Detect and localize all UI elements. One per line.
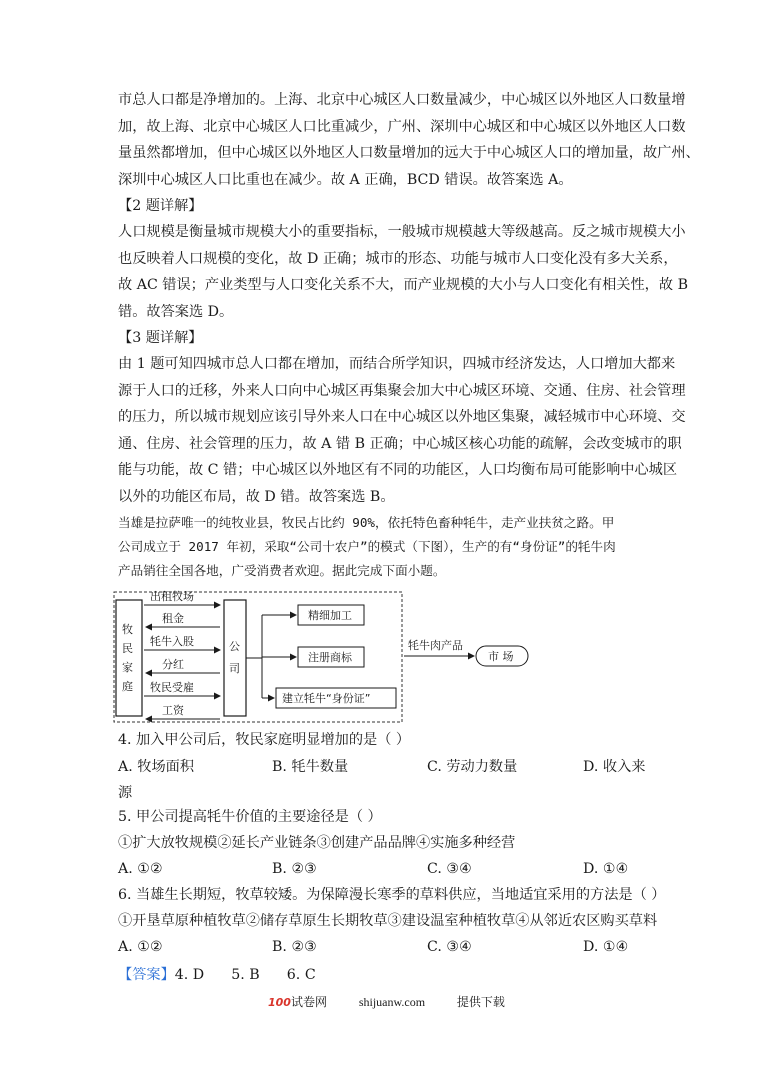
- flow-label-wage: 工资: [162, 704, 184, 717]
- herder-family-box: [116, 600, 142, 716]
- company-farmer-diagram: [112, 590, 532, 725]
- market-label: 市 场: [488, 650, 514, 663]
- answer-line: [118, 962, 316, 988]
- q5-option-d: D. ①④: [583, 861, 629, 877]
- answer-tag: 【答案】: [118, 967, 175, 983]
- q6-option-a: A. ①②: [118, 939, 163, 955]
- process-label: 精细加工: [308, 609, 352, 622]
- text-line: 产品销往全国各地，广受消费者欢迎。据此完成下面小题。: [118, 563, 446, 578]
- passage-intro: [118, 511, 650, 583]
- text-line: 也反映着人口规模的变化，故 D 正确；城市的形态、功能与城市人口变化没有多大关系，: [118, 250, 678, 267]
- text-line: 当雄是拉萨唯一的纯牧业县，牧民占比约 90%，依托特色畜种牦牛，走产业扶贫之路。甲: [118, 515, 615, 530]
- herder-family-char: 家: [122, 661, 133, 674]
- q4-option-c: C. 劳动力数量: [427, 759, 518, 775]
- flow-label-hired: 牧民受雇: [150, 681, 194, 694]
- paragraph-q3-explanation: [118, 351, 686, 510]
- question-5-stem: 5. 甲公司提高牦牛价值的主要途径是（ ）: [118, 809, 382, 825]
- text-line: 深圳中心城区人口比重也在减少。故 A 正确，BCD 错误。故答案选 A。: [118, 171, 573, 188]
- text-line: 人口规模是衡量城市规模大小的重要指标，一般城市规模越大等级越高。反之城市规模大小: [118, 224, 686, 240]
- text-line: 公司成立于 2017 年初，采取“公司十农户”的模式（下图），生产的有“身份证”的牦牛肉: [118, 539, 616, 554]
- herder-family-char: 牧: [122, 623, 133, 636]
- paragraph-q1-explanation: [118, 87, 700, 193]
- q5-option-c: C. ③④: [427, 861, 472, 877]
- flow-label-yak-share: 牦牛入股: [150, 635, 194, 648]
- q5-option-b: B. ②③: [272, 861, 317, 877]
- text-line: 源于人口的迁移，外来人口向中心城区再集聚会加大中心城区环境、交通、住房、社会管理: [118, 382, 686, 399]
- q5-option-a: A. ①②: [118, 861, 163, 877]
- herder-family-char: 民: [122, 642, 133, 655]
- q4-option-a: A. 牧场面积: [118, 759, 195, 775]
- text-line: 量虽然都增加，但中心城区以外地区人口数量增加的远大于中心城区人口的增加量，故广州、: [118, 145, 700, 161]
- product-label: 牦牛肉产品: [408, 639, 463, 652]
- page-footer: [268, 993, 505, 1010]
- q6-option-b: B. ②③: [272, 939, 317, 955]
- q6-option-c: C. ③④: [427, 939, 472, 955]
- q4-option-d-wrap: 源: [118, 785, 133, 801]
- download-note: 提供下载: [456, 995, 505, 1009]
- flow-label-rent-pasture: 出租牧场: [150, 590, 194, 603]
- text-line: 的压力，所以城市规划应该引导外来人口在中心城区以外地区集聚，减轻城市中心环境、交: [118, 409, 686, 425]
- question-4-stem: 4. 加入甲公司后，牧民家庭明显增加的是（ ）: [118, 732, 411, 748]
- question-6-items: ①开垦草原种植牧草②储存草原生长期牧草③建设温室种植牧草④从邻近农区购买草料: [118, 913, 658, 929]
- text-line: 故 AC 错误；产业类型与人口变化关系不大，而产业规模的大小与人口变化有相关性，故 B: [118, 277, 688, 293]
- text-line: 通、住房、社会管理的压力，故 A 错 B 正确；中心城区核心功能的疏解，会改变城市的职: [118, 435, 682, 452]
- answer-text: 4. D 5. B 6. C: [174, 967, 316, 983]
- site-logo-text: 试卷网: [290, 995, 327, 1009]
- section-header-q3: 【3 题详解】: [118, 330, 203, 346]
- q4-option-b: B. 牦牛数量: [272, 759, 349, 775]
- text-line: 能与功能，故 C 错；中心城区以外地区有不同的功能区，人口均衡布局可能影响中心城区: [118, 462, 678, 478]
- site-url: shijuanw.com: [358, 995, 426, 1009]
- paragraph-q2-explanation: [118, 219, 688, 325]
- flow-label-dividend: 分红: [162, 658, 184, 671]
- company-char: 司: [229, 662, 240, 675]
- herder-family-char: 庭: [122, 680, 133, 693]
- text-line: 加，故上海、北京中心城区人口比重减少，广州、深圳中心城区和中心城区以外地区人口数: [118, 118, 686, 135]
- text-line: 错。故答案选 D。: [118, 303, 234, 320]
- company-box: [224, 600, 246, 716]
- company-char: 公: [229, 640, 240, 653]
- text-line: 市总人口都是净增加的。上海、北京中心城区人口数量减少，中心城区以外地区人口数量增: [118, 92, 686, 108]
- section-header-q2: 【2 题详解】: [118, 198, 203, 214]
- text-line: 以外的功能区布局，故 D 错。故答案选 B。: [118, 488, 395, 505]
- site-logo: 100: [268, 996, 291, 1009]
- question-6-stem: 6. 当雄生长期短，牧草较矮。为保障漫长寒季的草料供应，当地适宜采用的方法是（ ）: [118, 887, 666, 903]
- process-label: 注册商标: [308, 651, 352, 664]
- text-line: 由 1 题可知四城市总人口都在增加，而结合所学知识，四城市经济发达，人口增加大都来: [118, 356, 676, 372]
- question-5-items: ①扩大放牧规模②延长产业链条③创建产品品牌④实施多种经营: [118, 835, 516, 851]
- flow-label-rent: 租金: [162, 612, 184, 625]
- q6-option-d: D. ①④: [583, 939, 629, 955]
- process-label: 建立牦牛“身份证”: [282, 692, 371, 705]
- q4-option-d: D. 收入来: [583, 759, 646, 775]
